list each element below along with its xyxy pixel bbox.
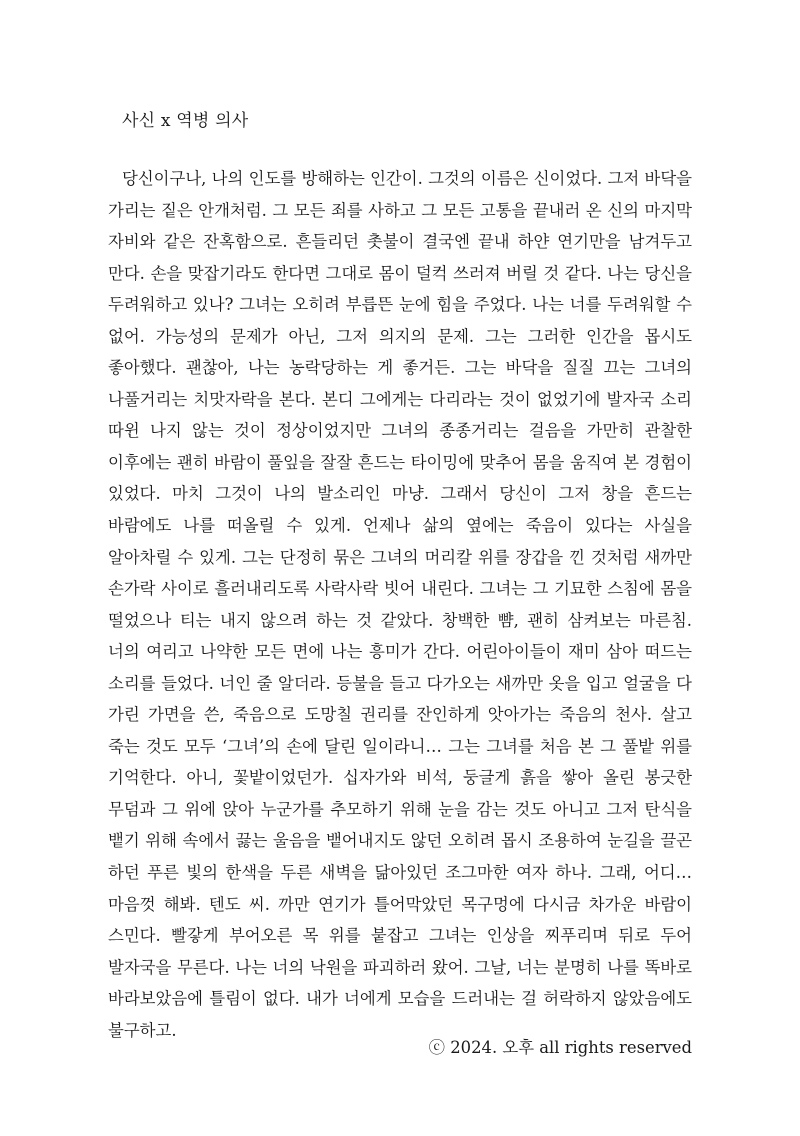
document-title: 사신 x 역병 의사 <box>122 111 249 131</box>
document-body-paragraph: 당신이구나, 나의 인도를 방해하는 인간이. 그것의 이름은 신이었다. 그저 바닥을 가리는 짙은 안개처럼. 그 모든 죄를 사하고 그 모든 고통을 끝내러 온 신의 마지막 자비와 같은 잔혹함으로. 흔들리던 촛불이 결국엔 끝내 하얀 연기만을 남겨두고 만다. 손을 맞잡기라도 한다면 그대로 몸이 덜컥 쓰러져 버릴 것 같다. 나는 당신을 두려워하고 있나? 그녀는 오히려 부릅뜬 눈에 힘을 주었다. 나는 너를 두려워할 수 없어. 가능성의 문제가 아닌, 그저 의지의 문제. 그는 그러한 인간을 몹시도 좋아했다. 괜찮아, 나는 농락당하는 게 좋거든. 그는 바닥을 질질 끄는 그녀의 나풀거리는 치맛자락을 본다. 본디 그에게는 다리라는 것이 없었기에 발자국 소리 따윈 나지 않는 것이 정상이었지만 그녀의 종종거리는 걸음을 가만히 관찰한 이후에는 괜히 바람이 풀잎을 잘잘 흔드는 타이밍에 맞추어 몸을 움직여 본 경험이 있었다. 마치 그것이 나의 발소리인 마냥. 그래서 당신이 그저 창을 흔드는 바람에도 나를 떠올릴 수 있게. 언제나 삶의 옆에는 죽음이 있다는 사실을 알아차릴 수 있게. 그는 단정히 묶은 그녀의 머리칼 위를 장갑을 낀 것처럼 새까만 손가락 사이로 흘러내리도록 사락사락 빗어 내린다. 그녀는 그 기묘한 스침에 몸을 떨었으나 티는 내지 않으려 하는 것 같았다. 창백한 뺨, 괜히 삼켜보는 마른침. 너의 여리고 나약한 모든 면에 나는 흥미가 간다. 어린아이들이 재미 삼아 떠드는 소리를 들었다. 너인 줄 알더라. 등불을 들고 다가오는 새까만 옷을 입고 얼굴을 다 가린 가면을 쓴, 죽음으로 도망칠 권리를 잔인하게 앗아가는 죽음의 천사. 살고 죽는 것도 모두 ‘그녀’의 손에 달린 일이라니… 그는 그녀를 처음 본 그 풀밭 위를 기억한다. 아니, 꽃밭이었던가. 십자가와 비석, 둥글게 흙을 쌓아 올린 봉긋한 무덤과 그 위에 앉아 누군가를 추모하기 위해 눈을 감는 것도 아니고 그저 탄식을 뱉기 위해 속에서 끓는 울음을 뱉어내지도 않던 오히려 몹시 조용하여 눈길을 끌곤 하던 푸른 빛의 한색을 두른 새벽을 닮아있던 조그마한 여자 하나. 그래, 어디… 마음껏 해봐. 텐도 씨. 까만 연기가 틀어막았던 목구멍에 다시금 차가운 바람이 스민다. 빨갛게 부어오른 목 위를 붙잡고 그녀는 인상을 찌푸리며 뒤로 두어 발자국을 무른다. 나는 너의 낙원을 파괴하러 왔어. 그날, 너는 분명히 나를 똑바로 바라보았음에 틀림이 없다. 내가 너에게 모습을 드러내는 걸 허락하지 않았음에도 불구하고. <box>108 169 692 1040</box>
copyright-notice: ⓒ 2024. 오후 all rights reserved <box>428 1038 692 1057</box>
